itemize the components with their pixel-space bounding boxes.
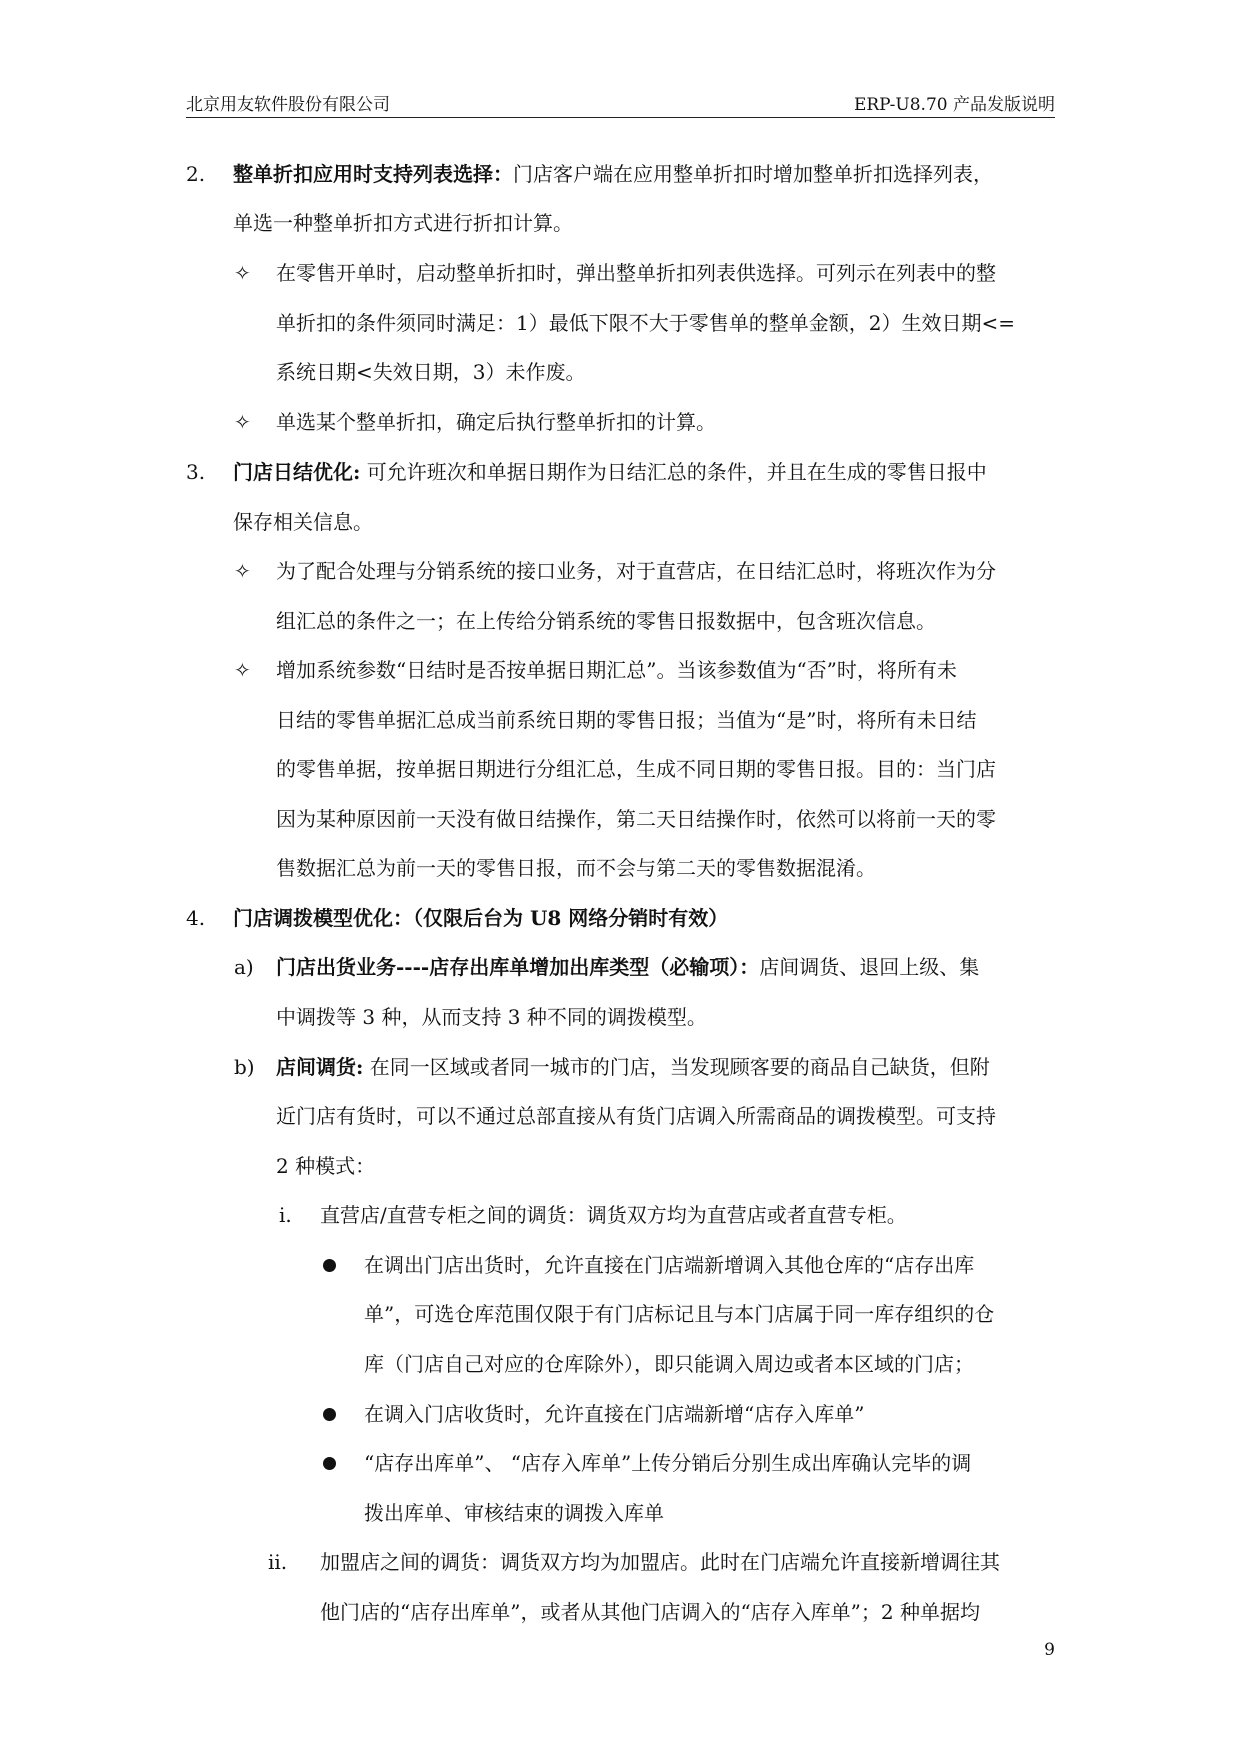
bullet-dot-icon xyxy=(323,1259,336,1272)
item-4b-ii-line-1: 加盟店之间的调货：调货双方均为加盟店。此时在门店端允许直接新增调往其 xyxy=(320,1550,1000,1574)
item-3-title: 门店日结优化: xyxy=(233,460,361,484)
item-4b-line-1 xyxy=(276,1053,990,1081)
item-3-bullet-2-line-2: 日结的零售单据汇总成当前系统日期的零售日报；当值为“是”时，将所有未日结 xyxy=(276,708,977,732)
item-3-line-2: 保存相关信息。 xyxy=(233,510,373,534)
bullet-dot-icon xyxy=(323,1408,336,1421)
item-4b-text-1: 在同一区域或者同一城市的门店，当发现顾客要的商品自己缺货，但附 xyxy=(363,1055,990,1079)
item-4a-text-1: 店间调货、退回上级、集 xyxy=(759,955,980,979)
header-doc-title: ERP-U8.70 产品发版说明 xyxy=(853,95,1055,115)
item-4a-label: a) xyxy=(234,955,254,979)
item-4b-label: b) xyxy=(234,1055,255,1079)
header-rule xyxy=(186,117,1055,118)
item-4b-i-text: 直营店/直营专柜之间的调货：调货双方均为直营店或者直营专柜。 xyxy=(320,1203,907,1227)
item-2-line-1 xyxy=(233,160,993,188)
diamond-bullet-icon: ✧ xyxy=(234,658,251,682)
item-2-text-1: 门店客户端在应用整单折扣时增加整单折扣选择列表， xyxy=(513,162,993,186)
item-4a-title: 门店出货业务----店存出库单增加出库类型（必输项）： xyxy=(276,955,760,979)
item-3-text-1: 可允许班次和单据日期作为日结汇总的条件，并且在生成的零售日报中 xyxy=(360,460,987,484)
item-3-number: 3. xyxy=(186,460,206,484)
bullet-dot-icon xyxy=(323,1457,336,1470)
diamond-bullet-icon: ✧ xyxy=(234,559,251,583)
item-4a-line-2: 中调拨等 3 种，从而支持 3 种不同的调拨模型。 xyxy=(276,1005,707,1029)
item-4a-line-1 xyxy=(276,953,979,981)
item-2-line-2: 单选一种整单折扣方式进行折扣计算。 xyxy=(233,211,573,235)
item-4b-i-dot-3-line-2: 拨出库单、审核结束的调拨入库单 xyxy=(364,1501,664,1525)
item-3-bullet-2-line-3: 的零售单据，按单据日期进行分组汇总，生成不同日期的零售日报。目的：当门店 xyxy=(276,757,996,781)
item-4b-ii-label: ii. xyxy=(268,1550,288,1574)
item-4b-i-dot-1-line-3: 库（门店自己对应的仓库除外），即只能调入周边或者本区域的门店； xyxy=(364,1352,974,1376)
item-3-line-1 xyxy=(233,458,987,486)
item-2-bullet-1-line-3: 系统日期<失效日期，3）未作废。 xyxy=(276,360,586,384)
page-number: 9 xyxy=(1044,1640,1055,1660)
item-4-title: 门店调拨模型优化：（仅限后台为 U8 网络分销时有效） xyxy=(233,906,729,930)
item-4b-i-dot-1-line-2: 单”，可选仓库范围仅限于有门店标记且与本门店属于同一库存组织的仓 xyxy=(364,1302,995,1326)
item-2-number: 2. xyxy=(186,162,206,186)
item-4b-line-2: 近门店有货时，可以不通过总部直接从有货门店调入所需商品的调拨模型。可支持 xyxy=(276,1104,996,1128)
item-2-bullet-2-line-1: 单选某个整单折扣，确定后执行整单折扣的计算。 xyxy=(276,410,716,434)
item-4b-i-dot-3-line-1: “店存出库单”、 “店存入库单”上传分销后分别生成出库确认完毕的调 xyxy=(364,1451,972,1475)
diamond-bullet-icon: ✧ xyxy=(234,410,251,434)
item-4b-line-3: 2 种模式： xyxy=(276,1154,376,1178)
item-4b-i-dot-2-line-1: 在调入门店收货时，允许直接在门店端新增“店存入库单” xyxy=(364,1402,865,1426)
item-3-bullet-1-line-2: 组汇总的条件之一；在上传给分销系统的零售日报数据中，包含班次信息。 xyxy=(276,609,936,633)
header-company: 北京用友软件股份有限公司 xyxy=(186,95,390,115)
item-3-bullet-2-line-4: 因为某种原因前一天没有做日结操作，第二天日结操作时，依然可以将前一天的零 xyxy=(276,807,996,831)
item-2-bullet-1-line-1: 在零售开单时，启动整单折扣时，弹出整单折扣列表供选择。可列示在列表中的整 xyxy=(276,261,996,285)
item-4-number: 4. xyxy=(186,906,206,930)
item-4b-ii-line-2: 他门店的“店存出库单”，或者从其他门店调入的“店存入库单”；2 种单据均 xyxy=(320,1600,980,1624)
item-4b-i-label: i. xyxy=(279,1203,292,1227)
item-4b-i-dot-1-line-1: 在调出门店出货时，允许直接在门店端新增调入其他仓库的“店存出库 xyxy=(364,1253,975,1277)
item-3-bullet-1-line-1: 为了配合处理与分销系统的接口业务，对于直营店，在日结汇总时，将班次作为分 xyxy=(276,559,996,583)
item-4b-title: 店间调货: xyxy=(276,1055,364,1079)
diamond-bullet-icon: ✧ xyxy=(234,261,251,285)
item-2-title: 整单折扣应用时支持列表选择： xyxy=(233,162,513,186)
item-3-bullet-2-line-1: 增加系统参数“日结时是否按单据日期汇总”。当该参数值为“否”时，将所有未 xyxy=(276,658,957,682)
item-3-bullet-2-line-5: 售数据汇总为前一天的零售日报，而不会与第二天的零售数据混淆。 xyxy=(276,856,876,880)
item-2-bullet-1-line-2: 单折扣的条件须同时满足：1）最低下限不大于零售单的整单金额，2）生效日期<= xyxy=(276,311,1015,335)
